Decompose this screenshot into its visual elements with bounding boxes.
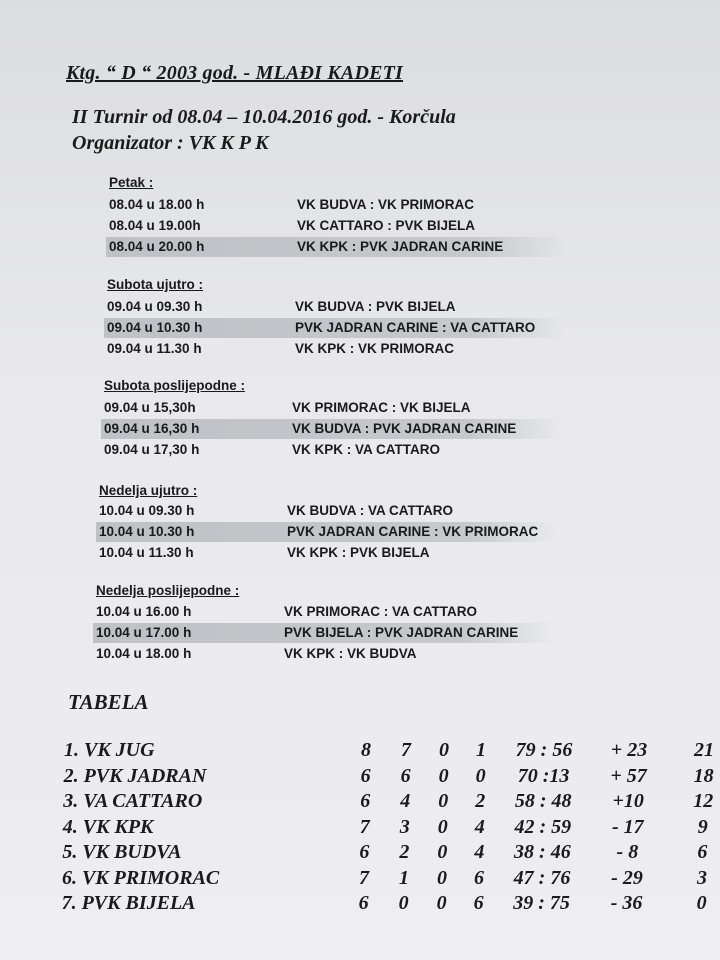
match-row <box>93 623 553 643</box>
goal-difference: - 29 <box>611 866 643 889</box>
games-won: 3 <box>399 815 410 838</box>
points: 0 <box>696 892 707 914</box>
goal-score: 58 : 48 <box>514 790 572 812</box>
standings-row <box>61 892 707 918</box>
match-time: 09.04 u 16,30 h <box>104 421 200 436</box>
points: 12 <box>693 790 714 812</box>
standings-row <box>62 841 708 867</box>
match-teams: VK KPK : PVK BIJELA <box>287 545 430 560</box>
match-time: 10.04 u 09.30 h <box>99 503 195 518</box>
match-teams: VK KPK : VK PRIMORAC <box>295 341 455 356</box>
team-name: 2. PVK JADRAN <box>63 764 207 787</box>
games-lost: 4 <box>474 841 485 863</box>
match-time: 08.04 u 18.00 h <box>109 197 205 212</box>
team-name: 1. VK JUG <box>64 739 155 761</box>
goal-score: 39 : 75 <box>513 892 570 914</box>
standings-row <box>62 815 708 842</box>
goal-difference: +10 <box>612 790 644 812</box>
match-row <box>106 195 566 215</box>
match-time: 09.04 u 11.30 h <box>107 341 202 356</box>
match-row <box>101 419 561 439</box>
games-lost: 4 <box>474 815 485 838</box>
games-won: 0 <box>398 892 409 914</box>
games-drawn: 0 <box>438 764 449 787</box>
match-row <box>101 398 561 418</box>
match-teams: VK BUDVA : VK PRIMORAC <box>297 197 475 212</box>
games-played: 6 <box>358 892 369 914</box>
match-row <box>96 543 556 563</box>
points: 18 <box>693 764 714 787</box>
match-row <box>104 339 564 359</box>
match-teams: PVK JADRAN CARINE : VA CATTARO <box>295 320 536 335</box>
goal-score: 79 : 56 <box>515 739 573 761</box>
match-time: 09.04 u 09.30 h <box>107 299 203 314</box>
standings-row <box>63 764 714 791</box>
goal-difference: - 17 <box>611 815 644 838</box>
games-played: 7 <box>359 866 369 889</box>
day-heading: Subota ujutro : <box>107 277 203 292</box>
games-played: 8 <box>361 739 371 761</box>
games-drawn: 0 <box>439 739 449 761</box>
goal-score: 42 : 59 <box>514 815 572 838</box>
day-heading: Nedelja ujutro : <box>99 483 198 498</box>
match-time: 10.04 u 10.30 h <box>99 524 195 539</box>
points: 9 <box>697 815 708 838</box>
match-teams: VK BUDVA : VA CATTARO <box>287 503 453 518</box>
team-name: 7. PVK BIJELA <box>61 892 196 914</box>
games-drawn: 0 <box>438 790 449 812</box>
games-lost: 1 <box>476 739 486 761</box>
games-drawn: 0 <box>437 866 447 889</box>
match-row <box>93 644 553 664</box>
team-name: 4. VK KPK <box>62 815 154 838</box>
standings-heading: TABELA <box>68 690 149 714</box>
match-row <box>96 501 556 521</box>
goal-score: 70 :13 <box>517 764 570 787</box>
goal-difference: - 36 <box>610 892 643 914</box>
games-drawn: 0 <box>437 841 448 863</box>
goal-difference: - 8 <box>616 841 639 863</box>
match-row <box>104 318 564 338</box>
games-won: 7 <box>401 739 411 761</box>
games-won: 2 <box>399 841 410 863</box>
games-lost: 6 <box>473 892 484 914</box>
match-teams: VK PRIMORAC : VK BIJELA <box>292 400 471 415</box>
games-drawn: 0 <box>436 892 447 914</box>
match-teams: VK KPK : VK BUDVA <box>284 646 417 661</box>
day-heading: Nedelja poslijepodne : <box>96 583 240 598</box>
match-row <box>93 602 553 622</box>
match-teams: PVK JADRAN CARINE : VK PRIMORAC <box>287 524 539 539</box>
match-time: 08.04 u 19.00h <box>109 218 201 233</box>
team-name: 5. VK BUDVA <box>62 841 182 863</box>
match-teams: VK PRIMORAC : VA CATTARO <box>284 604 477 619</box>
games-won: 6 <box>400 764 411 787</box>
match-teams: PVK BIJELA : PVK JADRAN CARINE <box>284 625 519 640</box>
match-teams: VK BUDVA : PVK JADRAN CARINE <box>292 421 517 436</box>
match-time: 10.04 u 17.00 h <box>96 625 192 640</box>
day-heading: Petak : <box>109 175 154 190</box>
document-title: Ktg. “ D “ 2003 god. - MLAĐI KADETI <box>66 62 404 84</box>
tournament-subtitle: II Turnir od 08.04 – 10.04.2016 god. - Korčula <box>72 106 456 128</box>
match-time: 10.04 u 16.00 h <box>96 604 192 619</box>
games-lost: 0 <box>475 764 486 787</box>
games-played: 7 <box>359 815 370 838</box>
match-time: 10.04 u 11.30 h <box>99 545 194 560</box>
games-played: 6 <box>360 790 371 812</box>
team-name: 6. VK PRIMORAC <box>62 866 220 889</box>
match-time: 09.04 u 17,30 h <box>104 442 200 457</box>
points: 6 <box>697 841 708 863</box>
match-row <box>101 440 561 460</box>
games-won: 1 <box>399 866 409 889</box>
goal-score: 47 : 76 <box>513 866 571 889</box>
goal-difference: + 23 <box>610 739 648 761</box>
match-row <box>96 522 556 542</box>
match-row <box>104 297 564 317</box>
match-time: 09.04 u 15,30h <box>104 400 196 415</box>
match-teams: VK KPK : PVK JADRAN CARINE <box>297 239 504 254</box>
games-won: 4 <box>400 790 411 812</box>
match-row <box>106 237 566 257</box>
match-row <box>106 216 566 236</box>
games-lost: 6 <box>474 866 484 889</box>
match-time: 10.04 u 18.00 h <box>96 646 192 661</box>
match-teams: VK KPK : VA CATTARO <box>292 442 440 457</box>
match-teams: VK CATTARO : PVK BIJELA <box>297 218 476 233</box>
match-time: 09.04 u 10.30 h <box>107 320 203 335</box>
points: 21 <box>694 739 714 761</box>
day-heading: Subota poslijepodne : <box>104 378 245 393</box>
match-time: 08.04 u 20.00 h <box>109 239 205 254</box>
standings-row <box>64 739 714 765</box>
points: 3 <box>697 866 707 889</box>
games-lost: 2 <box>475 790 486 812</box>
goal-score: 38 : 46 <box>514 841 571 863</box>
match-teams: VK BUDVA : PVK BIJELA <box>295 299 456 314</box>
games-drawn: 0 <box>437 815 448 838</box>
games-played: 6 <box>360 764 371 787</box>
standings-row <box>62 866 707 893</box>
games-played: 6 <box>359 841 370 863</box>
organizer-line: Organizator : VK K P K <box>72 132 269 154</box>
goal-difference: + 57 <box>610 764 647 787</box>
standings-row <box>63 790 714 816</box>
team-name: 3. VA CATTARO <box>63 790 203 812</box>
